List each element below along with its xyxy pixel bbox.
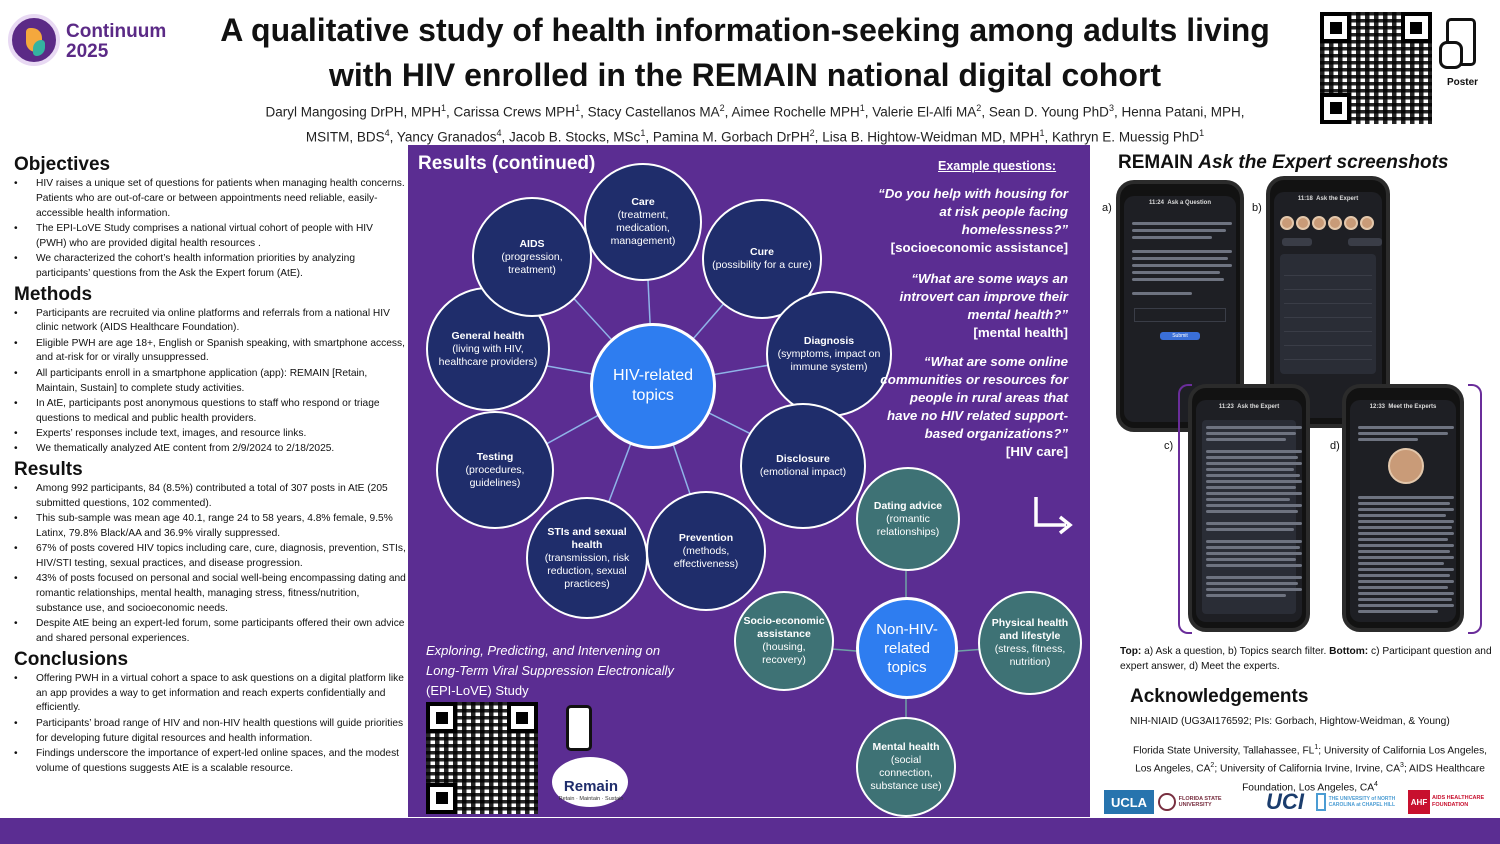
bullet-item: • Findings underscore the importance of expert-led online spaces, and the modest volume of questions suggests AtE is a scalable resource.: [14, 747, 406, 777]
bullet-item: • 67% of posts covered HIV topics including care, cure, diagnosis, prevention, STIs, HIV/STI testing, sexual practices, and disease progression.: [14, 542, 406, 572]
author-affiliation: 2: [976, 103, 982, 113]
study-qr-code[interactable]: [426, 702, 538, 814]
continuum-logo: [8, 14, 188, 70]
poster-title: A qualitative study of health information-seeking among adults living with HIV enrolled in the REMAIN national digital cohort: [220, 12, 1270, 93]
bullet-item: • Experts’ responses include text, images, and resource links.: [14, 427, 406, 442]
grant-text: NIH-NIAID (UG3AI176592; PIs: Gorbach, Hightow-Weidman, & Young): [1130, 716, 1450, 727]
conclusions-heading: Conclusions: [14, 648, 129, 670]
topic-bubble-diagnosis: [766, 291, 892, 417]
topic-bubble-mental-health: [856, 717, 956, 817]
phone-a-title: 11:24 Ask a Question: [1148, 200, 1212, 206]
example-question-1: “Do you help with housing for at risk people facing homelessness?” [socioeconomic assistance]: [878, 186, 1068, 255]
poster-qr-code[interactable]: [1320, 12, 1432, 124]
author-affiliation: 3: [1108, 103, 1114, 113]
conclusions-list: [14, 672, 406, 777]
topic-bubble-prevention: [646, 491, 766, 611]
label-a: a): [1102, 202, 1112, 214]
author: Pamina M. Gorbach DrPH: [652, 129, 810, 144]
unc-logo: THE UNIVERSITY of NORTH CAROLINA at CHAPEL HILL: [1316, 790, 1404, 814]
affiliation-number: 4: [1374, 780, 1378, 788]
topic-description: (symptoms, impact on immune system): [777, 347, 881, 373]
topic-description: (emotional impact): [759, 466, 847, 478]
topic-description: (methods, effectiveness): [673, 544, 739, 570]
remain-logo: Remain Retain · Maintain · Sustain: [548, 701, 638, 811]
author-affiliation: 1: [1199, 127, 1205, 138]
affiliations-text: Florida State University, Tallahassee, $FL^1$; University of California Los Angeles, Los Angeles, $CA^2$; University of California Irvine, Irvine, $CA^3$; AIDS Healthcare Foundation, Los Angeles, $CA^4$: [1132, 744, 1488, 794]
topic-name: Prevention: [678, 531, 734, 544]
nonhiv-center-bubble: Non-HIV-related topics: [856, 597, 958, 699]
hiv-center-bubble: HIV-related topics: [590, 323, 716, 449]
panel-title: Results (continued): [418, 153, 596, 174]
bullet-item: • Eligible PWH are age 18+, English or Spanish speaking, with smartphone access, and at-risk for or virally unsuppressed.: [14, 337, 406, 367]
topic-name: Diagnosis: [803, 334, 855, 347]
topic-description: (transmission, risk reduction, sexual practices): [544, 551, 630, 590]
methods-list: [14, 307, 406, 457]
author: Valerie El-Alfi MA: [872, 104, 977, 120]
author-affiliation: 1: [640, 127, 646, 138]
topic-name: AIDS: [519, 237, 545, 250]
bullet-item: • Participants’ broad range of HIV and non-HIV health questions will guide priorities for developing future digital resources and health information.: [14, 717, 406, 747]
bullet-item: • Among 992 participants, 84 (8.5%) contributed a total of 307 posts in AtE (205 submitted questions, 102 commented).: [14, 482, 406, 512]
question-input[interactable]: [1134, 308, 1226, 322]
phone-hand-icon: [1446, 18, 1476, 66]
author-affiliation: 1: [575, 103, 581, 113]
topic-bubble-dating-advice: [856, 467, 960, 571]
phone-b-title: 11:18 Ask the Expert: [1297, 196, 1359, 202]
study-name: Exploring, Predicting, and Intervening on Long-Term Viral Suppression Electronically (EPI-LoVE) Study: [426, 643, 674, 698]
bullet-item: • HIV raises a unique set of questions for patients when managing health concerns. Patients who are out-of-care or between appointments need reliable, easily-accessible health information.: [14, 177, 406, 221]
author-list: Daryl Mangosing DrPH, MPH$^1$, Carissa Crews MPH$^1$, Stacy Castellanos $MA^2$, Aimee Rochelle MPH$^1$, Valerie El-Alfi $MA^2$, Sean D. Young PhD$^3$, Henna Patani, MPH, MSITM, BDS$^4$, Yancy Granados$^4$, Jacob B. Stocks, MSc$^1$, Pamina M. Gorbach DrPH$^2$, Lisa B. Hightow-Weidman MD, MPH$^1$, Kathryn E. Muessig PhD$^1$: [265, 103, 1245, 144]
topic-name: STIs and sexual health: [547, 525, 627, 551]
affiliation: University of California Los Angeles, Los Angeles, CA: [1135, 745, 1488, 775]
results-heading: Results: [14, 459, 83, 481]
phone-screenshot-c: [1188, 384, 1310, 632]
screenshots-caption: Top: a) Ask a question, b) Topics search filter. Bottom: c) Participant question and expert answer, d) Meet the experts.: [1120, 646, 1492, 672]
bullet-item: • The EPI-LoVE Study comprises a national virtual cohort of people with HIV (PWH) who are provided digital health resources .: [14, 222, 406, 252]
topic-description: (housing, recovery): [762, 641, 806, 666]
author: Yancy Granados: [396, 129, 497, 144]
topic-bubble-disclosure: [740, 403, 866, 529]
right-brace: [1468, 384, 1482, 634]
author-affiliation: 1: [1039, 127, 1045, 138]
topic-bubble-stis-and-sexual-health: [526, 497, 648, 619]
phone-screenshot-d: [1342, 384, 1464, 632]
affiliation: AIDS Healthcare Foundation, Los Angeles, CA: [1242, 763, 1485, 794]
author-affiliation: 4: [496, 127, 502, 138]
topic-description: (treatment, medication, management): [610, 209, 676, 247]
affiliation: Florida State University, Tallahassee, FL: [1132, 745, 1315, 757]
bullet-item: • This sub-sample was mean age 40.1, range 24 to 58 years, 4.8% female, 9.5% Latinx, 79.8% Black/AA and 36.9% virally suppressed.: [14, 512, 406, 542]
topic-description: (stress, fitness, nutrition): [994, 643, 1066, 668]
topic-name: Cure: [750, 246, 774, 258]
example-question-3: “What are some online communities or resources for people in rural areas that have no HIV related support-based organizations?” [HIV care]: [880, 354, 1068, 459]
author: Lisa B. Hightow-Weidman MD, MPH: [822, 129, 1040, 144]
affiliation-number: 3: [1400, 762, 1404, 770]
results-list: [14, 482, 406, 647]
affiliation: University of California Irvine, Irvine, CA: [1219, 763, 1401, 775]
author-affiliation: 2: [719, 103, 725, 113]
institution-logos: [1104, 790, 1496, 814]
bullet-item: • Despite AtE being an expert-led forum, some participants offered their own advice and shared personal experiences.: [14, 617, 406, 647]
topic-description: (procedures, guidelines): [465, 463, 525, 489]
author: Carissa Crews MPH: [453, 104, 576, 120]
bullet-item: • We thematically analyzed AtE content from 2/9/2024 to 2/18/2025.: [14, 442, 406, 457]
author: Stacy Castellanos MA: [587, 104, 720, 120]
topic-name: General health: [451, 329, 525, 342]
phone-icon: [566, 705, 592, 751]
footer-bar: [0, 818, 1500, 844]
affiliation-number: 2: [1210, 762, 1215, 770]
topic-name: Socio-economic assistance: [743, 615, 825, 640]
results-continued-panel: [408, 145, 1090, 817]
author-affiliation: 1: [859, 103, 865, 113]
topic-bubble-care: [584, 163, 702, 281]
topic-description: (romantic relationships): [876, 512, 940, 538]
methods-heading: Methods: [14, 283, 93, 305]
topic-name: Mental health: [872, 741, 940, 753]
topic-bubble-physical-health-and-lifestyle: [978, 591, 1082, 695]
topic-name: Testing: [476, 450, 514, 463]
author-affiliation: 2: [809, 127, 815, 138]
fsu-logo: FLORIDA STATE UNIVERSITY: [1158, 790, 1254, 814]
author: Daryl Mangosing DrPH, MPH: [265, 104, 442, 120]
uci-logo: UCI: [1266, 789, 1304, 814]
topic-bubble-socio-economic-assistance: [734, 591, 834, 691]
example-questions-heading: Example questions:: [938, 159, 1057, 173]
label-d: d): [1330, 440, 1340, 452]
poster-label: Poster: [1446, 77, 1479, 88]
affiliation-number: 1: [1314, 744, 1319, 751]
topic-name: Disclosure: [776, 453, 830, 465]
logo-text: Continuum 2025: [66, 21, 167, 62]
screenshots-heading: REMAIN Ask the Expert screenshots: [1118, 152, 1449, 173]
submit-button[interactable]: Submit: [1160, 332, 1200, 340]
phone-d-title: 12:33 Meet the Experts: [1369, 404, 1437, 410]
topic-description: (possibility for a cure): [712, 259, 812, 271]
topic-description: (living with HIV, healthcare providers): [438, 342, 538, 368]
expert-avatar: [1388, 448, 1424, 484]
down-right-arrow-icon: [1028, 495, 1078, 535]
author: Kathryn E. Muessig PhD: [1052, 129, 1200, 144]
topic-name: Physical health and lifestyle: [991, 617, 1069, 642]
topic-bubble-testing: [436, 411, 554, 529]
bullet-item: • We characterized the cohort’s health information priorities by analyzing participants’ questions from the Ask the Expert forum (AtE).: [14, 252, 406, 282]
ucla-logo: UCLA: [1104, 790, 1154, 814]
topic-description: (progression, treatment): [501, 250, 563, 276]
author-affiliation: 4: [384, 127, 390, 138]
topic-description: (social connection, substance use): [870, 754, 942, 792]
ahf-logo: AHF: [1408, 790, 1430, 814]
label-b: b): [1252, 202, 1262, 214]
label-c: c): [1164, 440, 1174, 452]
continuum-badge-icon: [8, 14, 60, 66]
author: Aimee Rochelle MPH: [731, 104, 860, 120]
bullet-item: • In AtE, participants post anonymous questions to staff who respond or triage questions to medical and public health providers.: [14, 397, 406, 427]
bullet-item: • 43% of posts focused on personal and social well-being encompassing dating and romantic relationships, mental health, managing stress, fitness/nutrition, substance use, and socioeconomic needs.: [14, 572, 406, 616]
left-column: [14, 152, 406, 777]
author: Jacob B. Stocks, MSc: [509, 129, 641, 144]
bullet-item: • All participants enroll in a smartphone application (app): REMAIN [Retain, Maintain, Sustain] to complete study activities.: [14, 367, 406, 397]
bullet-item: • Offering PWH in a virtual cohort a space to ask questions on a digital platform like an app provides a way to get information and reach experts confidentially and efficiently.: [14, 672, 406, 716]
sort-button[interactable]: [1348, 238, 1382, 246]
ahf-name: AIDS HEALTHCARE FOUNDATION: [1432, 795, 1485, 808]
filter-button[interactable]: [1282, 238, 1312, 246]
author-affiliation: 1: [441, 103, 447, 113]
topic-bubble-aids: [472, 197, 592, 317]
objectives-heading: Objectives: [14, 154, 111, 175]
topic-name: Care: [631, 196, 655, 208]
objectives-list: [14, 177, 406, 282]
author: Sean D. Young PhD: [988, 104, 1109, 120]
example-question-2: “What are some ways an introvert can improve their mental health?” [mental health]: [899, 271, 1068, 340]
topic-name: Dating advice: [873, 499, 943, 512]
author: Henna Patani, MPH, MSITM, BDS: [305, 104, 1245, 144]
phone-c-title: 11:23 Ask the Expert: [1218, 404, 1280, 410]
acknowledgements-heading: Acknowledgements: [1130, 686, 1309, 707]
bullet-item: • Participants are recruited via online platforms and referrals from a national HIV clinic network (AIDS Healthcare Foundation).: [14, 307, 406, 337]
